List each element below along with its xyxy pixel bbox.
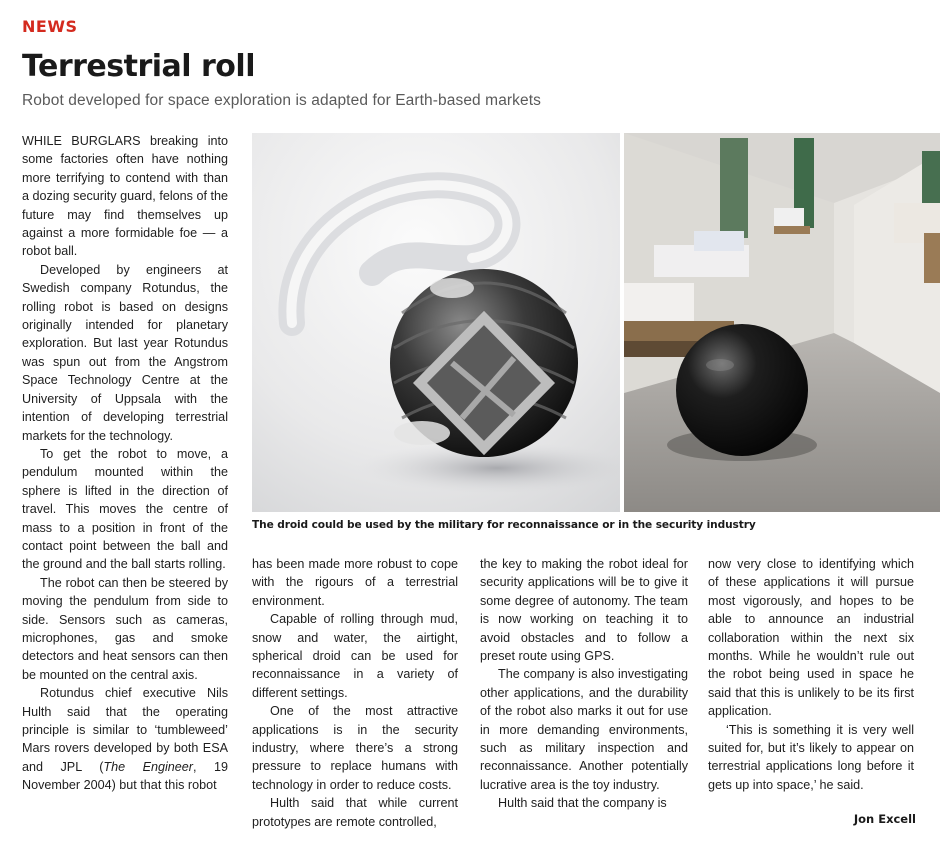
article-standfirst: Robot developed for space exploration is adapted for Earth-based markets: [22, 92, 542, 109]
section-label: NEWS: [22, 17, 78, 36]
paragraph-text: , 19 November 2004) but that this robot: [22, 759, 228, 793]
article-column-2: [252, 555, 458, 831]
article-column-4: [708, 555, 914, 794]
photo-robot-in-warehouse: [624, 133, 940, 512]
paragraph: One of the most attractive applications is in the security industry, where there’s a strong pressure to replace humans with technology in order to reduce costs.: [252, 704, 458, 792]
article-title: Terrestrial roll: [22, 49, 255, 84]
paragraph: To get the robot to move, a pendulum mounted within the sphere is lifted in the direction of travel. This moves the centre of mass to a position in front of the contact point between the ball and the ground and the ball starts rolling.: [22, 446, 228, 572]
paragraph: The robot can then be steered by moving the pendulum from side to side. Sensors such as cameras, microphones, gas and smoke detectors and heat sensors can then be mounted on the central axis.: [22, 575, 228, 682]
article-column-1: [22, 132, 228, 795]
robot-in-warehouse-image: [624, 133, 940, 512]
paragraph: [22, 684, 228, 794]
paragraph: The company is also investigating other applications, and the durability of the robot also marks it out for use in more demanding environments, such as military inspection and reconnaissance. Another potentially lucrative area is the toy industry.: [480, 667, 688, 792]
photo-robot-in-snow: [252, 133, 620, 512]
article-column-3: [480, 555, 688, 813]
robot-in-snow-image: [252, 133, 620, 512]
paragraph: Capable of rolling through mud, snow and water, the airtight, spherical droid can be used for reconnaissance in a variety of different settings.: [252, 612, 458, 700]
paragraph: Hulth said that the company is: [498, 796, 667, 811]
paragraph: WHILE BURGLARS breaking into some factories often have nothing more terrifying to contend with than a dozing security guard, felons of the future may find themselves up against a more formidable foe — a robot ball.: [22, 134, 228, 259]
paragraph-continued: the key to making the robot ideal for security applications will be to give it some degree of autonomy. The team is now working on teaching it to avoid obstacles and to follow a preset route using GPS.: [480, 557, 688, 664]
paragraph-text: Rotundus chief executive Nils Hulth said that the operating principle is similar to ‘tumbleweed’ Mars rovers developed by both ESA and JPL (: [22, 686, 228, 774]
publication-reference: The Engineer: [103, 759, 193, 774]
paragraph: ‘This is something it is very well suited for, but it’s likely to appear on terrestrial applications long before it gets up into space,’ he said.: [708, 722, 914, 792]
paragraph-continued: has been made more robust to cope with the rigours of a terrestrial environment.: [252, 557, 458, 608]
paragraph: Hulth said that while current prototypes are remote controlled,: [252, 796, 458, 829]
photo-caption: The droid could be used by the military for reconnaissance or in the security industry: [252, 519, 756, 531]
paragraph-continued: now very close to identifying which of these applications it will pursue most vigorously, and hopes to be able to announce an industrial collaboration within the next six months. While he wouldn’t rule out the robot being used in space he said that this is unlikely to be its first application.: [708, 557, 914, 719]
author-byline: Jon Excell: [853, 812, 916, 826]
paragraph: Developed by engineers at Swedish company Rotundus, the rolling robot is based on designs originally intended for planetary exploration. But last year Rotundus was spun out from the Angstrom Space Technology Centre at the University of Uppsala with the intention of developing terrestrial markets for the technology.: [22, 262, 228, 443]
